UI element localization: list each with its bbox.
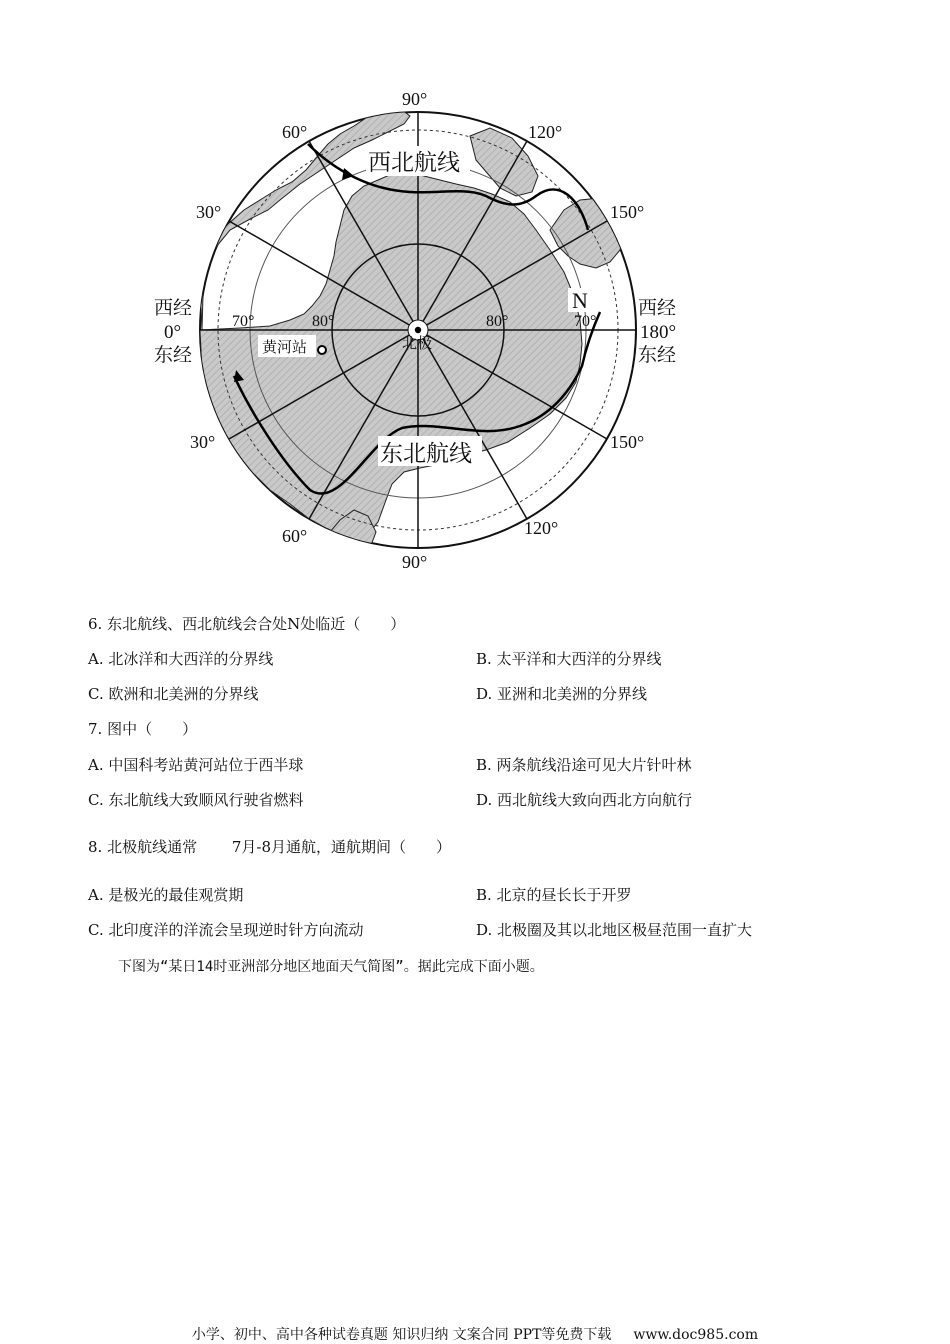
footer-text: 小学、初中、高中各种试卷真题 知识归纳 文案合同 PPT等免费下载	[191, 1327, 612, 1343]
label-lat-80-left: 80°	[312, 313, 335, 330]
label-west-longitude-left: 西经	[154, 298, 193, 319]
footer-url[interactable]: www.doc985.com	[633, 1327, 759, 1343]
question-7-option-d[interactable]: D. 西北航线大致向西北方向航行	[476, 791, 693, 809]
label-60-lower: 60°	[282, 526, 308, 546]
question-6-stem: 6. 东北航线、西北航线会合处N处临近（ ）	[88, 615, 406, 633]
question-6-option-b[interactable]: B. 太平洋和大西洋的分界线	[476, 650, 662, 668]
question-8-option-a[interactable]: A. 是极光的最佳观赏期	[88, 886, 244, 904]
label-60-upper: 60°	[282, 122, 308, 142]
question-8-option-c[interactable]: C. 北印度洋的洋流会呈现逆时针方向流动	[88, 921, 364, 939]
question-7-stem: 7. 图中（ ）	[88, 720, 198, 738]
label-120-lower: 120°	[524, 518, 559, 538]
next-section-intro: 下图为“某日14时亚洲部分地区地面天气简图”。据此完成下面小题。	[118, 959, 544, 975]
label-90-top: 90°	[402, 89, 428, 109]
question-7-option-b[interactable]: B. 两条航线沿途可见大片针叶林	[476, 756, 692, 774]
arctic-map-figure	[140, 80, 700, 580]
label-150-upper: 150°	[610, 202, 645, 222]
label-lat-80-right: 80°	[486, 313, 509, 330]
label-90-bottom: 90°	[402, 552, 428, 572]
page-footer	[0, 1324, 950, 1344]
question-6-option-c[interactable]: C. 欧洲和北美洲的分界线	[88, 685, 259, 703]
label-120-upper: 120°	[528, 122, 563, 142]
label-30-lower: 30°	[190, 432, 216, 452]
question-8-option-d[interactable]: D. 北极圈及其以北地区极昼范围一直扩大	[476, 921, 753, 939]
label-30-upper: 30°	[196, 202, 222, 222]
question-6-option-a[interactable]: A. 北冰洋和大西洋的分界线	[88, 650, 274, 668]
question-6-option-d[interactable]: D. 亚洲和北美洲的分界线	[476, 685, 648, 703]
label-lat-70-right: 70°	[574, 313, 597, 330]
ne-route-label: 东北航线	[380, 441, 472, 467]
label-east-longitude-left: 东经	[154, 345, 193, 366]
huanghe-station-marker	[318, 346, 326, 354]
question-8-option-b[interactable]: B. 北京的昼长长于开罗	[476, 886, 632, 904]
station-label: 黄河站	[262, 338, 308, 356]
label-zero: 0°	[164, 322, 182, 343]
question-7-option-c[interactable]: C. 东北航线大致顺风行驶省燃料	[88, 791, 304, 809]
question-8-stem: 8. 北极航线通常 7月-8月通航，通航期间（ ）	[88, 838, 452, 856]
label-west-longitude-right: 西经	[638, 298, 677, 319]
label-180: 180°	[640, 322, 677, 343]
label-east-longitude-right: 东经	[638, 345, 677, 366]
pole-label: 北极	[402, 334, 433, 352]
label-lat-70-left: 70°	[232, 313, 255, 330]
question-7-option-a[interactable]: A. 中国科考站黄河站位于西半球	[88, 756, 304, 774]
label-150-lower: 150°	[610, 432, 645, 452]
nw-route-label: 西北航线	[368, 150, 460, 176]
point-n-label: N	[572, 288, 588, 313]
arctic-map-svg	[140, 80, 700, 580]
north-pole-dot	[415, 327, 421, 333]
